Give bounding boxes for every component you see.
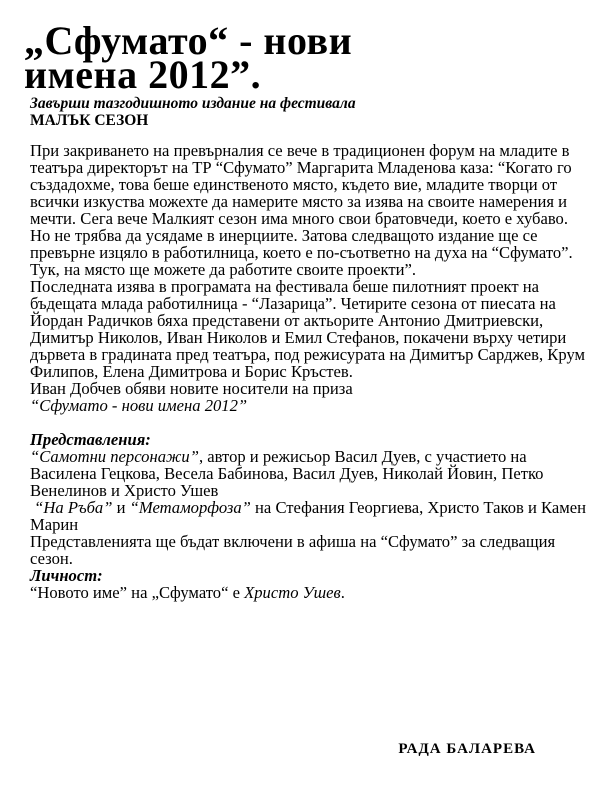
personality-end: . [340, 583, 345, 602]
performance-2-credits: на Стефания Георгиева, Христо Таков и Камен Марин [30, 498, 586, 534]
paragraph-award [30, 380, 586, 414]
award-name: “Сфумато - нови имена 2012” [30, 396, 248, 415]
performances-section [30, 431, 586, 601]
spacer [30, 414, 586, 431]
performance-2-and: и [112, 498, 130, 517]
personality-label: Личност: [30, 566, 103, 585]
personality-text: “Новото име” на „Сфумато“ е [30, 583, 245, 602]
title-line-2: имена 2012”. [24, 52, 262, 97]
article-subtitle [30, 95, 590, 129]
article-body [30, 142, 586, 601]
award-intro: Иван Добчев обяви новите носители на приза [30, 379, 353, 398]
paragraph-lazaritsa: Последната изява в програмата на фестивала беше пилотният проект на бъдещата млада работилница - “Лазарица”. Четирите сезона от пиесата на Йордан Радичков бяха представени от актьорите Антонио Дмитриевски, Димитър Николов, Иван Николов и Емил Стефанов, покачени върху четири дървета в градината пред театъра, под режисурата на Димитър Сарджев, Крум Филипов, Елена Димитрова и Борис Кръстев. [30, 277, 586, 381]
article-title [24, 18, 584, 97]
personality-name: Христо Ушев [244, 583, 341, 602]
performances-label: Представления: [30, 430, 151, 449]
article-author: РАДА БАЛАРЕВА [398, 741, 536, 757]
title-line-1: „Сфумато“ - нови [24, 18, 353, 63]
performances-note: Представленията ще бъдат включени в афиша на “Сфумато” за следващия сезон. [30, 532, 556, 568]
subtitle-line-1: Завърши тазгодишното издание на фестивала [30, 95, 356, 112]
performance-1-credits: , автор и режисьор Васил Дуев, с участието на Василена Гецкова, Весела Бабинова, Васил Дуев, Николай Йовин, Петко Венелинов и Христо Ушев [30, 447, 544, 500]
performance-2-title: “На Ръба” [34, 498, 113, 517]
performance-1-title: “Самотни персонажи” [30, 447, 199, 466]
subtitle-festival-name: МАЛЪК СЕЗОН [30, 112, 149, 129]
paragraph-closing-speech: При закриването на превърналия се вече в традиционен форум на младите в театъра директорът на ТР “Сфумато” Маргарита Младенова каза: “Когато го създадохме, това беше единственото място, където вие, младите творци от всички изкуства можехте да намерите място за изява на своите намерения и мечти. Сега вече Малкият сезон има много свои братовчеди, което е хубаво. Но не трябва да усядаме в инерциите. Затова следващото издание ще се превърне изцяло в работилница, което е по-съответно на духа на “Сфумато”. Тук, на място ще можете да работите своите проекти”. [30, 141, 573, 279]
performance-3-title: “Метаморфоза” [129, 498, 251, 517]
